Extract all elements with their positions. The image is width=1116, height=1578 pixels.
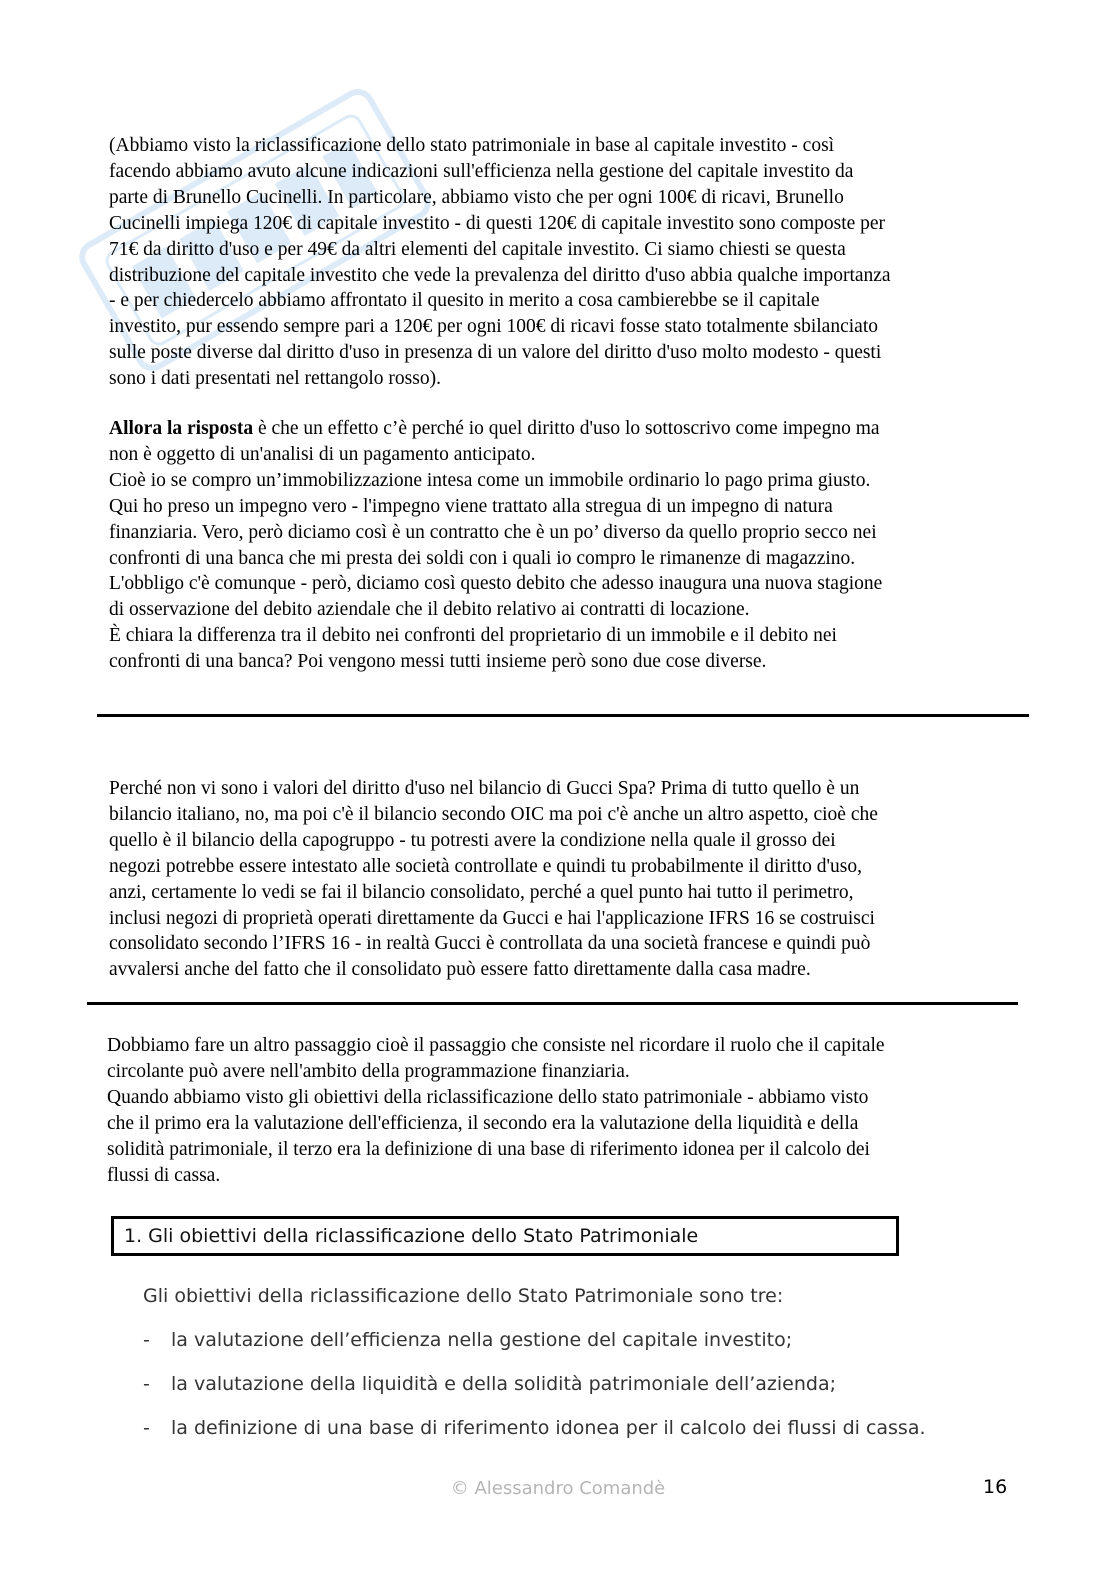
text-line: È chiara la differenza tra il debito nei confronti del proprietario di un immobile e il debito nei [109, 625, 837, 647]
text-line: Dobbiamo fare un altro passaggio cioè il passaggio che consiste nel ricordare il ruolo che il capitale [107, 1035, 885, 1056]
text-line: confronti di una banca che mi presta dei soldi con i quali io compro le rimanenze di magazzino. [109, 547, 856, 569]
text-run: è che un effetto c’è perché io quel diritto d'uso lo sottoscrivo come impegno ma [253, 418, 880, 439]
text-line: Perché non vi sono i valori del diritto d'uso nel bilancio di Gucci Spa? Prima di tutto quello è un [109, 778, 860, 799]
text-line: Quando abbiamo visto gli obiettivi della riclassificazione dello stato patrimoniale - abbiamo visto [107, 1086, 869, 1108]
list-bullet: - [143, 1329, 150, 1351]
text-line: di osservazione del debito aziendale che il debito relativo ai contratti di locazione. [109, 599, 750, 621]
section-title-box [111, 1216, 899, 1256]
text-line: quello è il bilancio della capogruppo - tu potresti avere la condizione nella quale il grosso dei [109, 829, 836, 851]
divider [97, 714, 1029, 717]
list-intro: Gli obiettivi della riclassificazione dello Stato Patrimoniale sono tre: [143, 1285, 784, 1307]
list-item [143, 1373, 836, 1395]
text-line: parte di Brunello Cucinelli. In particolare, abbiamo visto che per ogni 100€ di ricavi, Brunello [109, 186, 844, 208]
text-line: flussi di cassa. [107, 1164, 221, 1186]
list-item [143, 1329, 792, 1351]
section-title: 1. Gli obiettivi della riclassificazione dello Stato Patrimoniale [124, 1225, 699, 1247]
bold-lead: Allora la risposta [109, 418, 254, 439]
list-item-text: la valutazione della liquidità e della solidità patrimoniale dell’azienda; [171, 1373, 837, 1395]
text-line: (Abbiamo visto la riclassificazione dello stato patrimoniale in base al capitale investito - così [109, 135, 835, 156]
text-line: distribuzione del capitale investito che vede la prevalenza del diritto d'uso abbia qualche importanza [109, 264, 891, 286]
text-line: L'obbligo c'è comunque - però, diciamo così questo debito che adesso inaugura una nuova stagione [109, 573, 883, 595]
list-item-text: la definizione di una base di riferimento idonea per il calcolo dei flussi di cassa. [171, 1417, 926, 1439]
divider [87, 1002, 1018, 1005]
text-line: - e per chiedercelo abbiamo affrontato il quesito in merito a cosa cambierebbe se il capitale [109, 290, 820, 312]
text-line: 71€ da diritto d'uso e per 49€ da altri elementi del capitale investito. Ci siamo chiesti se questa [109, 238, 846, 260]
list-item-text: la valutazione dell’efficienza nella gestione del capitale investito; [171, 1329, 793, 1351]
text-line: Cioè io se compro un’immobilizzazione intesa come un immobile ordinario lo pago prima giusto. [109, 469, 871, 491]
text-line: solidità patrimoniale, il terzo era la definizione di una base di riferimento idonea per il calcolo dei [107, 1138, 870, 1160]
text-line: sulle poste diverse dal diritto d'uso in presenza di un valore del diritto d'uso molto modesto - questi [109, 342, 882, 364]
text-line: non è oggetto di un'analisi di un pagamento anticipato. [109, 443, 536, 465]
text-line: investito, pur essendo sempre pari a 120€ per ogni 100€ di ricavi fosse stato totalmente sbilanciato [109, 316, 878, 338]
footer-copyright: © Alessandro Comandè [450, 1478, 666, 1499]
paragraph-gucci [109, 776, 1019, 983]
text-line: avvalersi anche del fatto che il consolidato può essere fatto direttamente dalla casa madre. [109, 959, 811, 981]
list-item [143, 1417, 926, 1439]
page-number: 16 [983, 1476, 1008, 1498]
list-bullet: - [143, 1373, 150, 1395]
list-bullet: - [143, 1417, 150, 1439]
text-line: facendo abbiamo avuto alcune indicazioni sull'efficienza nella gestione del capitale investito da [109, 160, 854, 182]
text-line: che il primo era la valutazione dell'efficienza, il secondo era la valutazione della liquidità e della [107, 1112, 859, 1134]
text-line: consolidato secondo l’IFRS 16 - in realtà Gucci è controllata da una società francese e quindi può [109, 933, 871, 955]
text-line: finanziaria. Vero, però diciamo così è un contratto che è un po’ diverso da quello proprio secco nei [109, 521, 877, 543]
paragraph-circolante [107, 1033, 1017, 1188]
text-line: Qui ho preso un impegno vero - l'impegno viene trattato alla stregua di un impegno di natura [109, 495, 833, 517]
text-line: anzi, certamente lo vedi se fai il bilancio consolidato, perché a quel punto hai tutto il perimetro, [109, 881, 854, 903]
text-line [109, 416, 1019, 442]
text-line: inclusi negozi di proprietà operati direttamente da Gucci e hai l'applicazione IFRS 16 se costruisci [109, 907, 875, 929]
text-line: Cucinelli impiega 120€ di capitale investito - di questi 120€ di capitale investito sono composte per [109, 212, 886, 234]
paragraph-answer [109, 416, 1019, 675]
text-line: circolante può avere nell'ambito della programmazione finanziaria. [107, 1060, 630, 1082]
paragraph-intro [109, 133, 1019, 392]
text-line: sono i dati presentati nel rettangolo rosso). [109, 368, 441, 390]
text-line: bilancio italiano, no, ma poi c'è il bilancio secondo OIC ma poi c'è anche un altro aspetto, cioè che [109, 803, 878, 825]
text-line: negozi potrebbe essere intestato alle società controllate e quindi tu probabilmente il diritto d'uso, [109, 855, 862, 877]
text-line: confronti di una banca? Poi vengono messi tutti insieme però sono due cose diverse. [109, 651, 767, 673]
